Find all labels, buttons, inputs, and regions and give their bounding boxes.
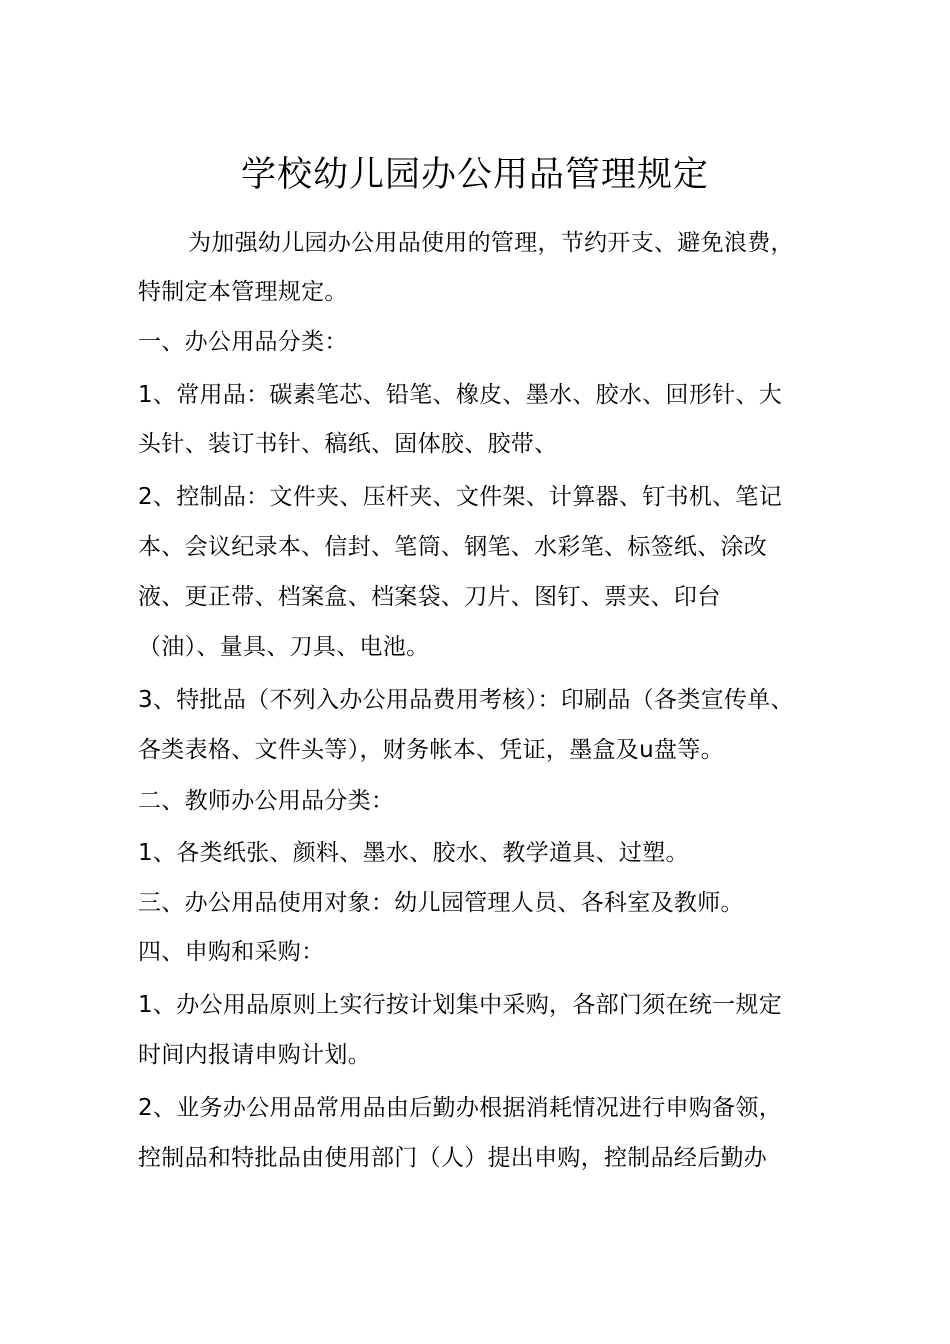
paragraph-line: 2、业务办公用品常用品由后勤办根据消耗情况进行申购备领， <box>138 1095 783 1121</box>
paragraph-line: 时间内报请申购计划。 <box>138 1042 371 1068</box>
document-title: 学校幼儿园办公用品管理规定 <box>240 155 709 195</box>
paragraph-line: 本、会议纪录本、信封、笔筒、钢笔、水彩笔、标签纸、涂改 <box>138 534 768 560</box>
paragraph-line: 2、控制品：文件夹、压杆夹、文件架、计算器、钉书机、笔记 <box>138 484 783 510</box>
paragraph-line-intro-2: 特制定本管理规定。 <box>138 279 348 305</box>
paragraph-line-intro-1: 为加强幼儿园办公用品使用的管理，节约开支、避免浪费， <box>188 230 794 256</box>
paragraph-line: （油）、量具、刀具、电池。 <box>138 634 430 660</box>
section-heading-1: 一、办公用品分类： <box>138 329 348 355</box>
paragraph-line: 液、更正带、档案盒、档案袋、刀片、图钉、票夹、印台 <box>138 584 721 610</box>
paragraph-line: 各类表格、文件头等），财务帐本、凭证，墨盒及u盘等。 <box>138 737 724 763</box>
paragraph-line: 控制品和特批品由使用部门（人）提出申购，控制品经后勤办 <box>138 1145 768 1171</box>
section-heading-3: 三、办公用品使用对象：幼儿园管理人员、各科室及教师。 <box>138 890 744 916</box>
paragraph-line: 3、特批品（不列入办公用品费用考核）：印刷品（各类宣传单、 <box>138 687 794 713</box>
section-heading-2: 二、教师办公用品分类： <box>138 788 395 814</box>
paragraph-line: 头针、装订书针、稿纸、固体胶、胶带、 <box>138 431 558 457</box>
paragraph-line: 1、常用品：碳素笔芯、铅笔、橡皮、墨水、胶水、回形针、大 <box>138 382 783 408</box>
section-heading-4: 四、申购和采购： <box>138 939 325 965</box>
paragraph-line: 1、办公用品原则上实行按计划集中采购，各部门须在统一规定 <box>138 992 783 1018</box>
paragraph-line: 1、各类纸张、颜料、墨水、胶水、教学道具、过塑。 <box>138 840 689 866</box>
